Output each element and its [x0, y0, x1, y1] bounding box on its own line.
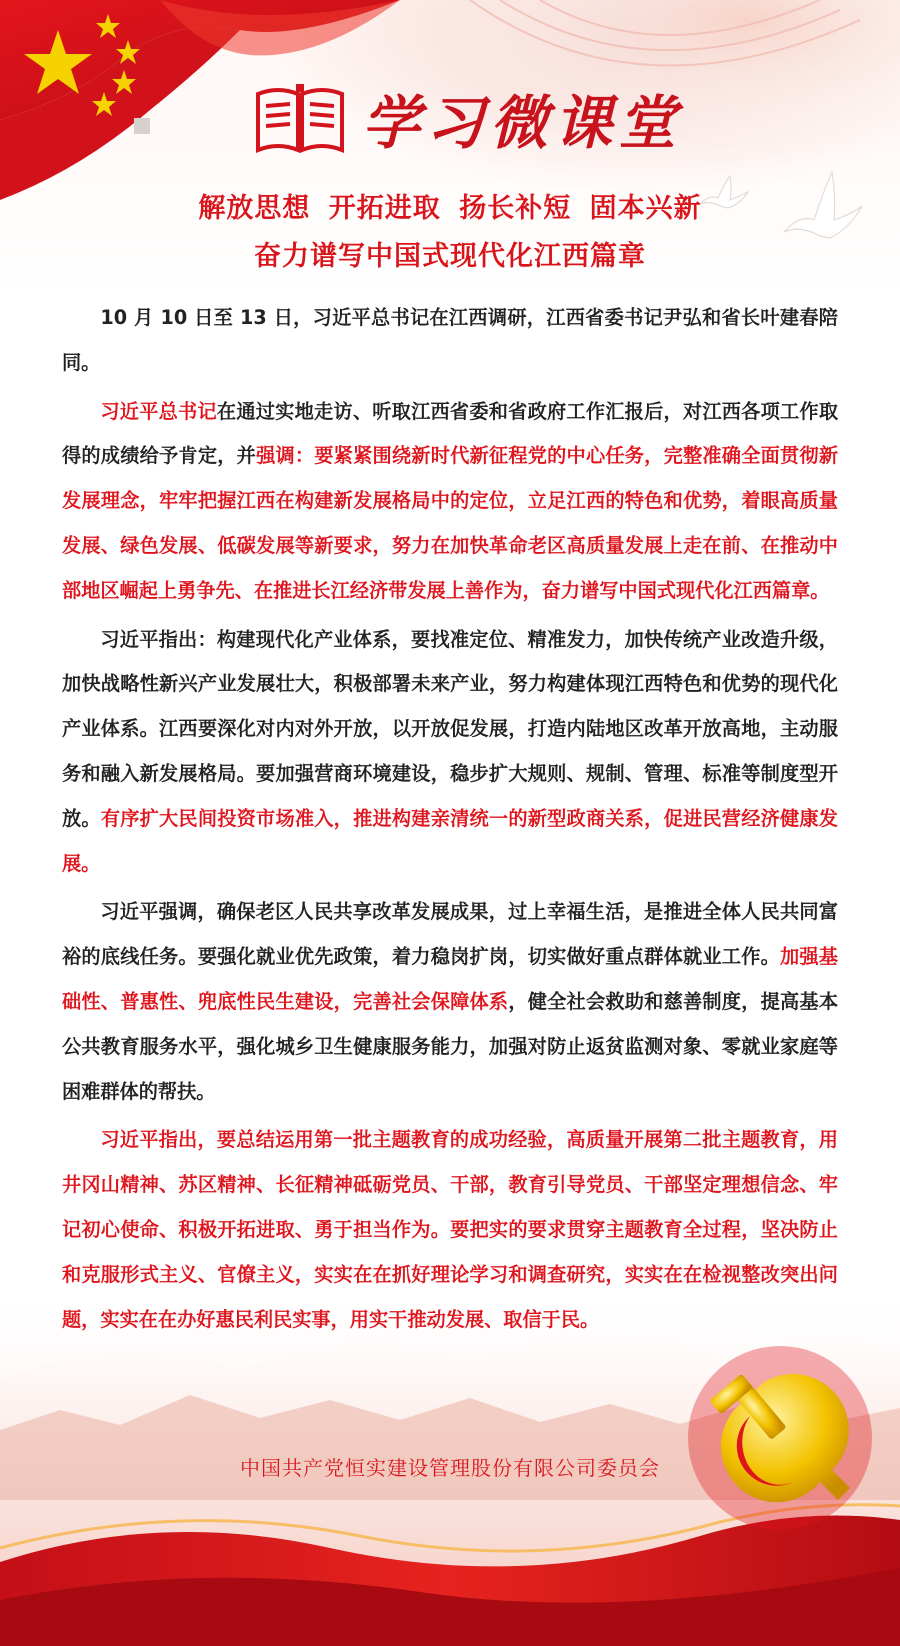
headline-line-1: 解放思想 开拓进取 扬长补短 固本兴新 [198, 193, 702, 224]
article-body [62, 296, 838, 1346]
paragraph-2-red-emphasis: 强调：要紧紧围绕新时代新征程党的中心任务，完整准确全面贯彻新发展理念，牢牢把握江西在构建新发展格局中的定位，立足江西的特色和优势，着眼高质量发展、绿色发展、低碳发展等新要求，努力在加快革命老区高质量发展上走在前、在推动中部地区崛起上勇争先、在推进长江经济带发展上善作为，奋力谱写中国式现代化江西篇章。 [62, 444, 839, 602]
book-icon [252, 80, 348, 156]
brand-title: 学习微课堂 [362, 89, 683, 157]
footer-organization: 中国共产党恒实建设管理股份有限公司委员会 [240, 1456, 660, 1480]
paragraph-2 [62, 390, 838, 614]
header-decoration [0, 0, 900, 330]
paragraph-4-text-a: 习近平强调，确保老区人民共享改革发展成果，过上幸福生活，是推进全体人民共同富裕的底线任务。要强化就业优先政策，着力稳岗扩岗，切实做好重点群体就业工作。 [62, 900, 838, 969]
brand [252, 78, 682, 158]
paragraph-4-text-b: ，健全社会救助和慈善制度，提高基本公共教育服务水平，强化城乡卫生健康服务能力，加强对防止返贫监测对象、零就业家庭等困难群体的帮扶。 [62, 989, 839, 1103]
paragraph-4 [62, 890, 838, 1114]
paragraph-5: 习近平指出，要总结运用第一批主题教育的成功经验，高质量开展第二批主题教育，用井冈山精神、苏区精神、长征精神砥砺党员、干部，教育引导党员、干部坚定理想信念、牢记初心使命、积极开拓进取、勇于担当作为。要把实的要求贯穿主题教育全过程，坚决防止和克服形式主义、官僚主义，实实在在抓好理论学习和调查研究，实实在在检视整改突出问题，实实在在办好惠民利民实事，用实干推动发展、取信于民。 [62, 1128, 838, 1331]
headline-line-2: 奋力谱写中国式现代化江西篇章 [254, 241, 646, 272]
paragraph-3-red-emphasis: 有序扩大民间投资市场准入，推进构建亲清统一的新型政商关系，促进民营经济健康发展。 [62, 806, 838, 875]
paragraph-3 [62, 618, 838, 887]
paragraph-2-red-lead: 习近平总书记 [100, 399, 217, 423]
party-emblem-icon [688, 1346, 872, 1530]
paragraph-4-red-emphasis: 加强基础性、普惠性、兜底性民生建设，完善社会保障体系 [62, 945, 838, 1013]
paragraph-1: 10 月 10 日至 13 日，习近平总书记在江西调研，江西省委书记尹弘和省长叶建春陪同。 [62, 306, 838, 374]
paragraph-3-text: 习近平指出：构建现代化产业体系，要找准定位、精准发力，加快传统产业改造升级，加快战略性新兴产业发展壮大，积极部署未来产业，努力构建体现江西特色和优势的现代化产业体系。江西要深化对内对外开放，以开放促发展，打造内陆地区改革开放高地，主动服务和融入新发展格局。要加强营商环境建设，稳步扩大规则、规制、管理、标准等制度型开放。 [62, 627, 838, 830]
paragraph-2-text: 在通过实地走访、听取江西省委和省政府工作汇报后，对江西各项工作取得的成绩给予肯定，并 [62, 399, 839, 468]
